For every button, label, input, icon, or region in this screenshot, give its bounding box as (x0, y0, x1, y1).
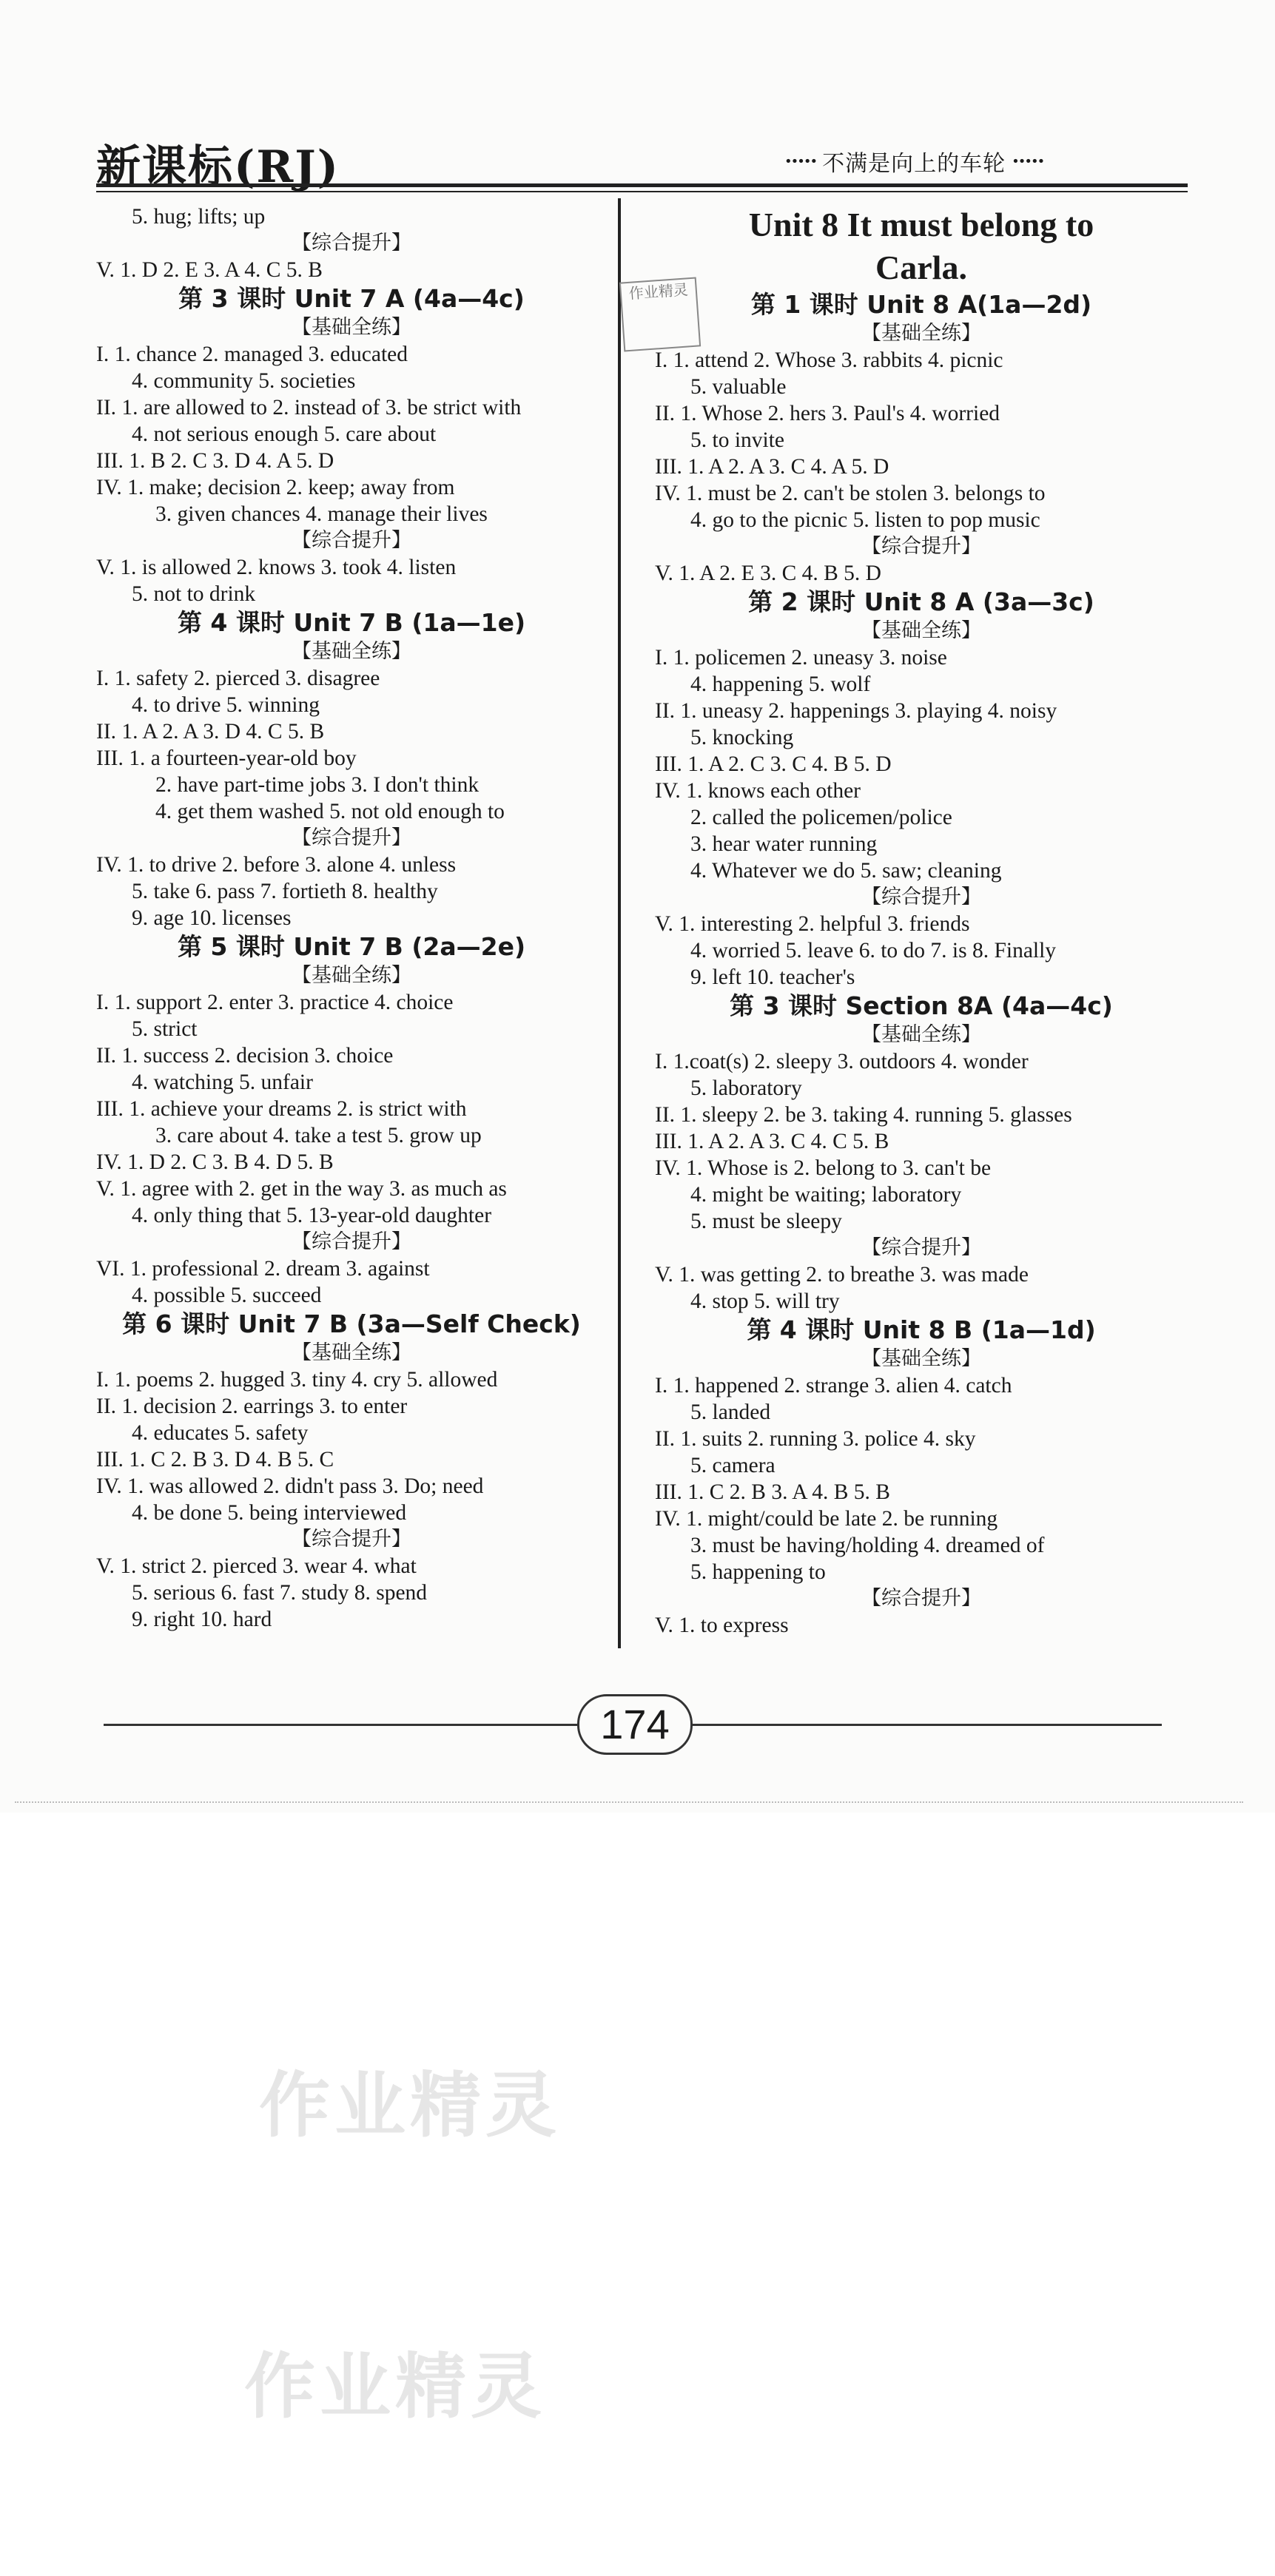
lesson-heading: 第 2 课时 Unit 8 A (3a—3c) (748, 587, 1094, 616)
answer-line: II. 1. suits 2. running 3. police 4. sky (655, 1427, 976, 1451)
answer-line: 2. called the policemen/police (690, 806, 952, 829)
answer-line: IV. 1. must be 2. can't be stolen 3. belongs to (655, 482, 1046, 505)
answer-line: IV. 1. might/could be late 2. be running (655, 1507, 998, 1531)
header-rule (96, 183, 1188, 187)
book-title: 新课标(RJ) (96, 141, 340, 193)
lesson-heading: 第 6 课时 Unit 7 B (3a—Self Check) (122, 1309, 581, 1338)
answer-line: III. 1. achieve your dreams 2. is strict with (96, 1097, 467, 1121)
answer-line: 4. watching 5. unfair (132, 1070, 313, 1094)
lesson-heading: 第 4 课时 Unit 8 B (1a—1d) (747, 1315, 1096, 1344)
answer-line: V. 1. D 2. E 3. A 4. C 5. B (96, 258, 323, 282)
answer-line: 9. right 10. hard (132, 1608, 272, 1631)
answer-line: II. 1. uneasy 2. happenings 3. playing 4. noisy (655, 699, 1057, 723)
answer-line: I. 1. poems 2. hugged 3. tiny 4. cry 5. allowed (96, 1368, 498, 1392)
answer-line: III. 1. a fourteen-year-old boy (96, 746, 357, 770)
lesson-heading: 第 3 课时 Section 8A (4a—4c) (730, 991, 1113, 1020)
lesson-heading: 第 4 课时 Unit 7 B (1a—1e) (177, 608, 526, 637)
section-tag: 【基础全练】 (861, 1347, 981, 1370)
answer-line: 4. possible 5. succeed (132, 1284, 322, 1307)
answer-line: 4. community 5. societies (132, 369, 356, 393)
answer-line: 5. knocking (690, 726, 794, 749)
answer-line: VI. 1. professional 2. dream 3. against (96, 1257, 430, 1281)
column-divider (618, 198, 621, 1648)
section-tag: 【综合提升】 (292, 232, 411, 254)
slogan-decoration-left: ••••• (784, 153, 817, 169)
answer-line: 5. must be sleepy (690, 1210, 842, 1233)
section-tag: 【基础全练】 (292, 640, 411, 663)
answer-line: 5. hug; lifts; up (132, 205, 266, 229)
section-tag: 【综合提升】 (292, 1528, 411, 1551)
answer-line: V. 1. to express (655, 1614, 789, 1637)
footer-rule-right (688, 1724, 1162, 1726)
answer-line: V. 1. interesting 2. helpful 3. friends (655, 912, 970, 936)
right-column (655, 203, 1188, 1639)
answer-line: 5. valuable (690, 375, 787, 399)
answer-line: 4. worried 5. leave 6. to do 7. is 8. Finally (690, 939, 1057, 962)
answer-line: I. 1. policemen 2. uneasy 3. noise (655, 646, 947, 670)
answer-line: V. 1. A 2. E 3. C 4. B 5. D (655, 562, 881, 585)
answer-line: III. 1. B 2. C 3. D 4. A 5. D (96, 449, 334, 473)
answer-line: V. 1. was getting 2. to breathe 3. was made (655, 1263, 1029, 1287)
answer-line: II. 1. Whose 2. hers 3. Paul's 4. worried (655, 402, 1000, 425)
answer-line: 4. get them washed 5. not old enough to (155, 800, 505, 823)
answer-line: V. 1. strict 2. pierced 3. wear 4. what (96, 1554, 417, 1578)
answer-line: III. 1. A 2. C 3. C 4. B 5. D (655, 752, 892, 776)
section-tag: 【综合提升】 (861, 535, 981, 558)
answer-line: 5. landed (690, 1400, 771, 1424)
footer-rule-left (104, 1724, 577, 1726)
lesson-heading: 第 1 课时 Unit 8 A(1a—2d) (750, 290, 1092, 319)
answer-line: V. 1. agree with 2. get in the way 3. as much as (96, 1177, 507, 1201)
section-tag: 【综合提升】 (292, 1230, 411, 1253)
section-tag: 【基础全练】 (861, 1023, 981, 1046)
section-tag: 【综合提升】 (861, 886, 981, 908)
answer-line: 9. age 10. licenses (132, 906, 292, 930)
slogan-decoration-right: ••••• (1012, 153, 1044, 169)
answer-line: I. 1. happened 2. strange 3. alien 4. catch (655, 1374, 1012, 1397)
answer-line: 4. not serious enough 5. care about (132, 422, 437, 446)
answer-line: 5. to invite (690, 428, 785, 452)
slogan (784, 145, 1043, 178)
answer-line: 4. to drive 5. winning (132, 693, 320, 717)
section-tag: 【基础全练】 (292, 964, 411, 987)
section-tag: 【综合提升】 (861, 1236, 981, 1259)
answer-line: I. 1. attend 2. Whose 3. rabbits 4. picnic (655, 348, 1003, 372)
answer-line: II. 1. A 2. A 3. D 4. C 5. B (96, 720, 325, 744)
answer-line: IV. 1. make; decision 2. keep; away from (96, 476, 455, 499)
section-tag: 【基础全练】 (292, 1341, 411, 1364)
answer-line: 4. only thing that 5. 13-year-old daughter (132, 1204, 492, 1227)
answer-line: 9. left 10. teacher's (690, 965, 855, 989)
answer-line: II. 1. success 2. decision 3. choice (96, 1044, 394, 1068)
answer-line: 3. must be having/holding 4. dreamed of (690, 1534, 1045, 1557)
page-number: 174 (577, 1694, 693, 1755)
answer-line: 5. take 6. pass 7. fortieth 8. healthy (132, 880, 438, 903)
answer-line: I. 1.coat(s) 2. sleepy 3. outdoors 4. wonder (655, 1050, 1029, 1073)
section-tag: 【基础全练】 (861, 322, 981, 345)
section-tag: 【综合提升】 (861, 1587, 981, 1610)
answer-line: I. 1. chance 2. managed 3. educated (96, 343, 408, 366)
answer-line: 5. strict (132, 1017, 198, 1041)
answer-line: II. 1. are allowed to 2. instead of 3. be strict with (96, 396, 522, 419)
answer-line: 5. not to drink (132, 582, 256, 606)
answer-line: III. 1. C 2. B 3. D 4. B 5. C (96, 1448, 334, 1471)
answer-line: 4. stop 5. will try (690, 1289, 840, 1313)
answer-line: II. 1. sleepy 2. be 3. taking 4. running 5. glasses (655, 1103, 1072, 1127)
answer-line: V. 1. is allowed 2. knows 3. took 4. listen (96, 556, 457, 579)
lesson-heading: 第 3 课时 Unit 7 A (4a—4c) (178, 284, 525, 313)
answer-line: 4. educates 5. safety (132, 1421, 309, 1445)
watermark: 作业精灵 (244, 2345, 546, 2428)
answer-line: 2. have part-time jobs 3. I don't think (155, 773, 480, 797)
unit-title: Unit 8 It must belong to (748, 206, 1094, 243)
answer-line: 5. serious 6. fast 7. study 8. spend (132, 1581, 428, 1605)
section-tag: 【基础全练】 (292, 316, 411, 339)
answer-line: 5. laboratory (690, 1076, 802, 1100)
slogan-text: 不满是向上的车轮 (822, 151, 1006, 177)
answer-line: I. 1. support 2. enter 3. practice 4. choice (96, 991, 454, 1014)
answer-line: 4. happening 5. wolf (690, 672, 871, 696)
answer-line: IV. 1. to drive 2. before 3. alone 4. unless (96, 853, 457, 877)
answer-line: IV. 1. D 2. C 3. B 4. D 5. B (96, 1150, 334, 1174)
header-rule-thin (96, 191, 1188, 192)
left-column (96, 203, 607, 1633)
stamp: 作业精灵 (619, 277, 701, 351)
answer-line: IV. 1. Whose is 2. belong to 3. can't be (655, 1156, 992, 1180)
answer-line: II. 1. decision 2. earrings 3. to enter (96, 1395, 408, 1418)
answer-line: 5. camera (690, 1454, 776, 1477)
lesson-heading: 第 5 课时 Unit 7 B (2a—2e) (177, 932, 526, 961)
watermark: 作业精灵 (259, 2064, 561, 2147)
answer-line: 4. Whatever we do 5. saw; cleaning (690, 859, 1002, 883)
section-tag: 【综合提升】 (292, 529, 411, 552)
section-tag: 【综合提升】 (292, 826, 411, 849)
page-edge (15, 1801, 1243, 1803)
answer-line: 4. be done 5. being interviewed (132, 1501, 407, 1525)
answer-line: 4. go to the picnic 5. listen to pop music (690, 508, 1040, 532)
answer-line: IV. 1. was allowed 2. didn't pass 3. Do; need (96, 1474, 484, 1498)
answer-line: III. 1. A 2. A 3. C 4. C 5. B (655, 1130, 889, 1153)
answer-line: I. 1. safety 2. pierced 3. disagree (96, 667, 380, 690)
answer-line: III. 1. A 2. A 3. C 4. A 5. D (655, 455, 889, 479)
answer-line: 3. care about 4. take a test 5. grow up (155, 1124, 482, 1147)
answer-line: 4. might be waiting; laboratory (690, 1183, 962, 1207)
answer-line: 3. given chances 4. manage their lives (155, 502, 488, 526)
answer-line: III. 1. C 2. B 3. A 4. B 5. B (655, 1480, 890, 1504)
answer-line: 5. happening to (690, 1560, 826, 1584)
section-tag: 【基础全练】 (861, 619, 981, 642)
answer-line: IV. 1. knows each other (655, 779, 861, 803)
answer-line: 3. hear water running (690, 832, 878, 856)
unit-title: Carla. (875, 249, 967, 286)
